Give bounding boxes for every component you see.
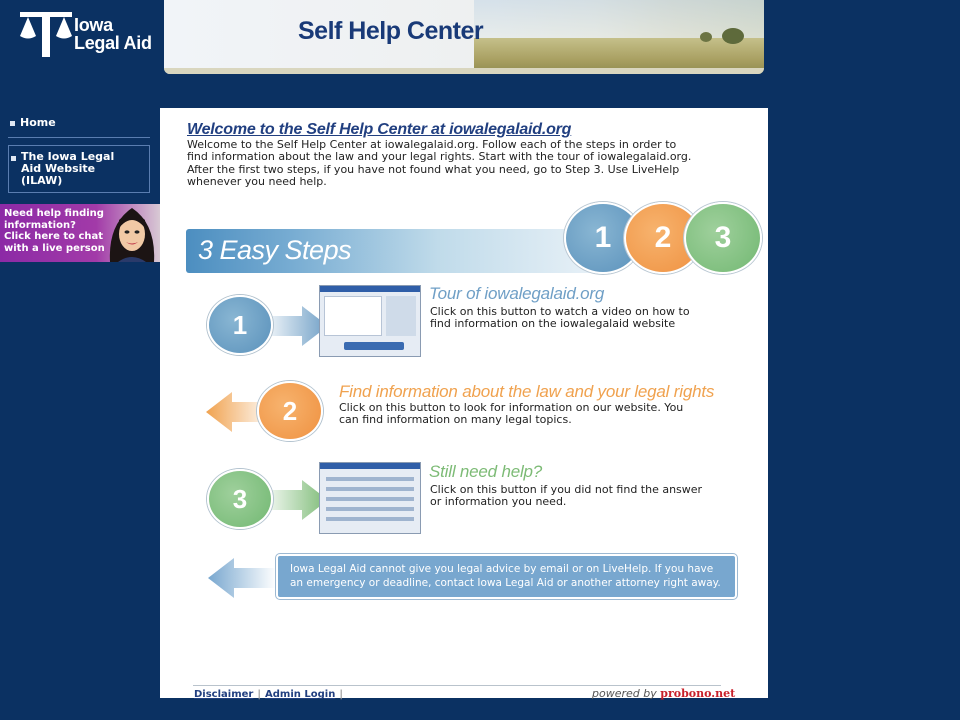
step-3-title[interactable]: Still need help? <box>429 462 543 481</box>
welcome-heading: Welcome to the Self Help Center at iowalegalaid.org <box>187 121 572 138</box>
welcome-line: After the first two steps, if you have not found what you need, go to Step 3. Use LiveHelp <box>187 162 680 176</box>
thumbnail-row <box>326 477 414 481</box>
sidebar-item-label: Home <box>20 116 56 129</box>
big-number-circle-3: 3 <box>684 202 762 274</box>
probono-logo: probono.net <box>660 687 736 700</box>
iowa-legal-aid-logo[interactable] <box>6 2 161 68</box>
sidebar-item-ilaw[interactable] <box>8 145 150 193</box>
steps-banner-title: 3 Easy Steps <box>198 235 352 265</box>
disclaimer-line: Iowa Legal Aid cannot give you legal advice by email or on LiveHelp. If you have <box>290 563 714 575</box>
welcome-line: Welcome to the Self Help Center at iowalegalaid.org. Follow each of the steps in order to <box>187 138 677 151</box>
bullet-icon <box>10 121 15 126</box>
thumbnail-titlebar <box>320 463 420 469</box>
step-1-description <box>430 306 690 331</box>
tree-icon <box>700 32 712 42</box>
step-1-button[interactable]: 1 <box>207 295 273 355</box>
sidebar-item-label: (ILAW) <box>21 174 63 187</box>
thumbnail-content <box>324 296 382 336</box>
livehelp-line: information? <box>4 219 76 231</box>
legal-advice-disclaimer <box>276 554 737 599</box>
thumbnail-titlebar <box>320 286 420 292</box>
description-line: Click on this button if you did not find the answer <box>430 483 703 496</box>
disclaimer-link[interactable]: Disclaimer <box>194 689 254 700</box>
step-3-button[interactable]: 3 <box>207 469 273 529</box>
sidebar-item-home[interactable] <box>8 116 150 138</box>
live-person-avatar <box>104 204 160 262</box>
livehelp-line: Need help finding <box>4 208 104 219</box>
footer-separator: | <box>257 689 262 700</box>
main-content <box>160 108 768 698</box>
logo-line-1: Iowa <box>74 15 113 35</box>
welcome-line: whenever you need help. <box>187 174 327 188</box>
header-banner <box>164 0 764 74</box>
banner-stripe <box>164 68 764 74</box>
step-1-video-thumbnail[interactable] <box>319 285 421 357</box>
thumbnail-sidebar <box>386 296 416 336</box>
description-line: or information you need. <box>430 495 567 509</box>
arrow-left-icon <box>206 558 276 598</box>
thumbnail-row <box>326 517 414 521</box>
footer-links <box>194 689 347 700</box>
step-3-thumbnail[interactable] <box>319 462 421 534</box>
footer-separator: | <box>339 689 343 700</box>
thumbnail-row <box>326 497 414 501</box>
livehelp-line: Click here to chat <box>4 231 104 242</box>
disclaimer-line: an emergency or deadline, contact Iowa Legal Aid or another attorney right away. <box>290 577 721 589</box>
livehelp-text <box>4 208 114 254</box>
steps-banner <box>186 229 606 273</box>
bullet-icon <box>11 156 16 161</box>
livehelp-line: with a live person <box>4 242 105 254</box>
logo-text <box>74 16 152 52</box>
big-number-circle-1: 1 <box>564 202 642 274</box>
welcome-paragraph <box>187 139 767 188</box>
big-number-circle-2: 2 <box>624 202 702 274</box>
page-title: Self Help Center <box>298 17 484 45</box>
step-3-description <box>430 484 702 509</box>
step-1-title[interactable]: Tour of iowalegalaid.org <box>429 284 605 303</box>
powered-by-label: powered by <box>592 687 657 700</box>
livehelp-chat-button[interactable] <box>0 204 160 262</box>
description-line: Click on this button to watch a video on how to <box>430 305 690 318</box>
step-2-description <box>339 402 683 427</box>
powered-by[interactable] <box>592 687 735 700</box>
footer-divider <box>193 685 721 686</box>
tree-icon <box>722 28 744 44</box>
admin-login-link[interactable]: Admin Login <box>265 689 336 700</box>
thumbnail-row <box>326 507 414 511</box>
step-2-button[interactable]: 2 <box>257 381 323 441</box>
description-line: can find information on many legal topics. <box>339 413 572 427</box>
sidebar-item-label: The Iowa Legal <box>21 150 115 163</box>
welcome-line: find information about the law and your legal rights. Start with the tour of iowalegalaid.org. <box>187 150 692 164</box>
sidebar-item-label: Aid Website <box>21 162 96 175</box>
step-2-title[interactable]: Find information about the law and your legal rights <box>339 382 715 401</box>
description-line: Click on this button to look for information on our website. You <box>339 401 684 414</box>
description-line: find information on the iowalegalaid website <box>430 317 676 331</box>
thumbnail-row <box>326 487 414 491</box>
banner-sky <box>474 0 764 40</box>
logo-line-2: Legal Aid <box>74 33 152 53</box>
video-controls <box>344 342 404 350</box>
scales-icon <box>20 10 72 62</box>
